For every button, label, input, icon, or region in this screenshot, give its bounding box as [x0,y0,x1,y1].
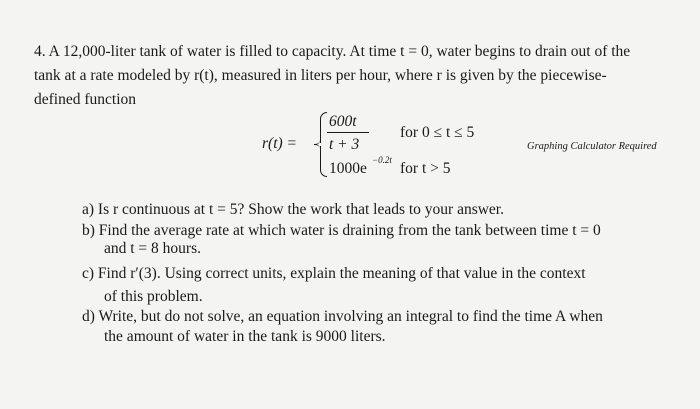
piece1-fraction-bar [327,132,369,133]
problem-line-3: defined function [34,91,137,108]
part-c-line-1: c) Find r′(3). Using correct units, explain the meaning of that value in the context [82,265,586,282]
piece2-exponent: −0.2t [372,155,392,165]
function-lhs: r(t) = [262,135,297,152]
part-a: a) Is r continuous at t = 5? Show the work that leads to your answer. [82,201,504,218]
piece2-base: 1000e [329,160,367,177]
problem-line-2: tank at a rate modeled by r(t), measured in liters per hour, where r is given by the piecewise- [34,67,607,84]
part-b-line-1: b) Find the average rate at which water is draining from the tank between time t = 0 [82,222,601,239]
part-d-line-1: d) Write, but do not solve, an equation involving an integral to find the time A when [82,308,603,325]
piece1-denominator: t + 3 [329,136,360,153]
piece1-condition: for 0 ≤ t ≤ 5 [400,124,475,141]
calculator-note: Graphing Calculator Required [527,141,657,152]
problem-line-1: 4. A 12,000-liter tank of water is filled to capacity. At time t = 0, water begins to drain out of the [34,43,631,60]
part-c-line-2: of this problem. [104,288,203,305]
piece1-numerator: 600t [329,113,357,130]
part-b-line-2: and t = 8 hours. [104,240,201,257]
part-d-line-2: the amount of water in the tank is 9000 liters. [104,328,386,345]
piece2-condition: for t > 5 [400,160,451,177]
